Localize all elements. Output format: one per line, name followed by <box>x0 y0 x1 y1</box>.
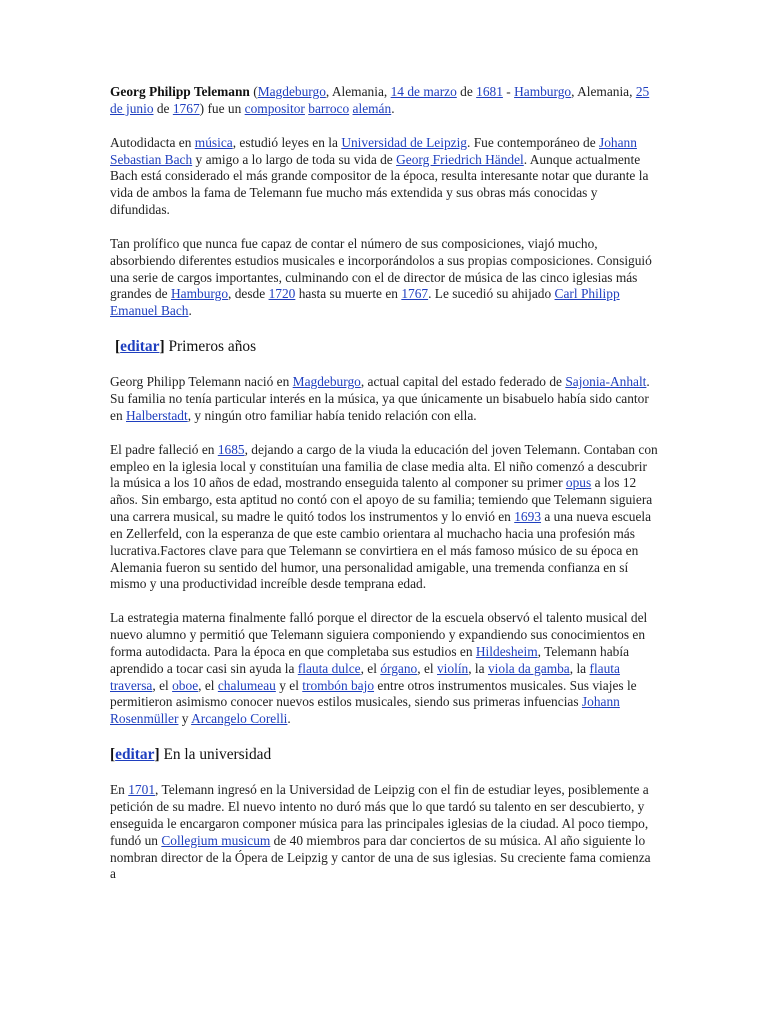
link-universidad-de-leipzig[interactable]: Universidad de Leipzig <box>341 134 467 150</box>
link-viola-da-gamba[interactable]: viola da gamba <box>487 660 570 676</box>
link-flauta-traversa[interactable]: flauta traversa <box>110 660 620 693</box>
paragraph-prolifico: Tan prolífico que nunca fue capaz de contar el número de sus composiciones, viajó mucho, absorbiendo diferentes estudios musicales e incorporándolos a sus propias composiciones. Consiguió una serie de cargos importantes, culminando con el de director de música de las cinco iglesias más grandes de Hamburgo, desde 1720 hasta su muerte en 1767. Le sucedió su ahijado Carl Philipp Emanuel Bach. <box>110 235 652 319</box>
link-1767[interactable]: 1767 <box>172 100 200 116</box>
link-georg-friedrich-handel[interactable]: Georg Friedrich Händel <box>396 151 524 167</box>
paragraph-universidad: En 1701, Telemann ingresó en la Universidad de Leipzig con el fin de estudiar leyes, posiblemente a petición de su madre. El nuevo intento no duró más que lo que tardó su talento en ser descubierto, y enseguida le encargaron componer música para las principales iglesias de la ciudad. Al poco tiempo, fundó un Collegium musicum de 40 miembros para dar conciertos de su música. Al año siguiente lo nombran director de la Ópera de Leipzig y cantor de una de sus iglesias. Su creciente fama comienza a <box>110 782 651 882</box>
link-organo[interactable]: órgano <box>380 660 418 676</box>
heading-title: Primeros años <box>164 338 257 356</box>
link-collegium-musicum[interactable]: Collegium musicum <box>161 832 271 848</box>
link-hamburgo[interactable]: Hamburgo <box>514 84 572 99</box>
link-magdeburgo[interactable]: Magdeburgo <box>257 84 326 99</box>
link-14-de-marzo[interactable]: 14 de marzo <box>390 84 457 99</box>
link-sajonia-anhalt[interactable]: Sajonia-Anhalt <box>565 374 647 390</box>
link-violin[interactable]: violín <box>436 660 469 676</box>
link-compositor[interactable]: compositor <box>244 100 305 116</box>
link-johann-rosenmuller[interactable]: Johann Rosenmüller <box>110 694 620 727</box>
paragraph-padre: El padre falleció en 1685, dejando a cargo de la viuda la educación del joven Telemann. Contaban con empleo en la iglesia local y constituían una familia de clase media alta. El niño comenzó a descubrir la música a los 10 años de edad, mostrando enseguida talento al componer su primer opus a los 12 años. Sin embargo, esta aptitud no contó con el apoyo de su familia; temiendo que Telemann siguiera una carrera musical, su madre le quitó todos los instrumentos y lo envió en 1693 a una nueva escuela en Zellerfeld, con la esperanza de que este cambio orientara al muchacho hacia una profesión más lucrativa.Factores clave para que Telemann se convirtiera en el más famoso músico de su época en Alemania fueron su sentido del humor, una personalidad amigable, una tremenda confianza en sí mismo y una productividad increíble desde temprana edad. <box>110 441 658 592</box>
link-1685[interactable]: 1685 <box>217 441 245 457</box>
link-25-de-junio[interactable]: 25 de junio <box>110 84 650 116</box>
article-body <box>110 84 658 900</box>
link-1681[interactable]: 1681 <box>476 84 503 99</box>
link-1693[interactable]: 1693 <box>514 509 542 525</box>
edit-link-en-la-universidad[interactable]: editar <box>115 746 155 764</box>
link-aleman[interactable]: alemán <box>352 100 392 116</box>
subject-name: Georg Philipp Telemann <box>110 84 250 99</box>
intro-paragraph: Georg Philipp Telemann (Magdeburgo, Alemania, 14 de marzo de 1681 - Hamburgo, Alemania, 25 de junio de 1767) fue un compositor barroco alemán. <box>110 84 650 116</box>
link-flauta-dulce[interactable]: flauta dulce <box>297 660 361 676</box>
link-1720[interactable]: 1720 <box>268 286 296 302</box>
link-hamburgo-2[interactable]: Hamburgo <box>170 286 229 302</box>
edit-link-primeros-anos[interactable]: editar <box>120 338 160 356</box>
link-magdeburgo-2[interactable]: Magdeburgo <box>292 374 361 390</box>
link-carl-philipp-emanuel-bach[interactable]: Carl Philipp Emanuel Bach <box>110 286 620 319</box>
heading-primeros-anos: [editar] Primeros años <box>115 338 257 356</box>
heading-title: En la universidad <box>159 746 272 764</box>
link-halberstadt[interactable]: Halberstadt <box>126 407 188 423</box>
link-barroco[interactable]: barroco <box>308 100 350 116</box>
link-1767-2[interactable]: 1767 <box>401 286 429 302</box>
link-hildesheim[interactable]: Hildesheim <box>475 643 538 659</box>
heading-en-la-universidad: [editar] En la universidad <box>110 746 272 764</box>
link-chalumeau[interactable]: chalumeau <box>217 677 276 693</box>
link-musica[interactable]: música <box>194 134 233 150</box>
link-oboe[interactable]: oboe <box>172 677 199 693</box>
paragraph-autodidacta: Autodidacta en música, estudió leyes en la Universidad de Leipzig. Fue contemporáneo de Johann Sebastian Bach y amigo a lo largo de toda su vida de Georg Friedrich Händel. Aunque actualmente Bach está considerado el más grande compositor de la época, resulta interesante notar que durante la vida de ambos la fama de Telemann fue mucho más extendida y sus obras más conocidas y difundidas. <box>110 134 649 218</box>
link-trombon-bajo[interactable]: trombón bajo <box>302 677 375 693</box>
link-arcangelo-corelli[interactable]: Arcangelo Corelli <box>191 711 288 727</box>
paragraph-estrategia: La estrategia materna finalmente falló porque el director de la escuela observó el talento musical del nuevo alumno y permitió que Telemann siguiera componiendo y expandiendo sus conocimientos en forma autodidacta. Para la época en que completaba sus estudios en Hildesheim, Telemann había aprendido a tocar casi sin ayuda la flauta dulce, el órgano, el violín, la viola da gamba, la flauta traversa, el oboe, el chalumeau y el trombón bajo entre otros instrumentos musicales. Sus viajes le permitieron asimismo conocer nuevos estilos musicales, siendo sus primeras infuencias Johann Rosenmüller y Arcangelo Corelli. <box>110 610 648 727</box>
link-1701[interactable]: 1701 <box>128 782 156 798</box>
paragraph-nacimiento: Georg Philipp Telemann nació en Magdeburgo, actual capital del estado federado de Sajonia-Anhalt. Su familia no tenía particular interés en la música, ya que únicamente un bisabuelo había sido cantor en Halberstadt, y ningún otro familiar había tenido relación con ella. <box>110 374 650 423</box>
link-johann-sebastian-bach[interactable]: Johann Sebastian Bach <box>110 134 637 167</box>
link-opus[interactable]: opus <box>565 475 592 491</box>
